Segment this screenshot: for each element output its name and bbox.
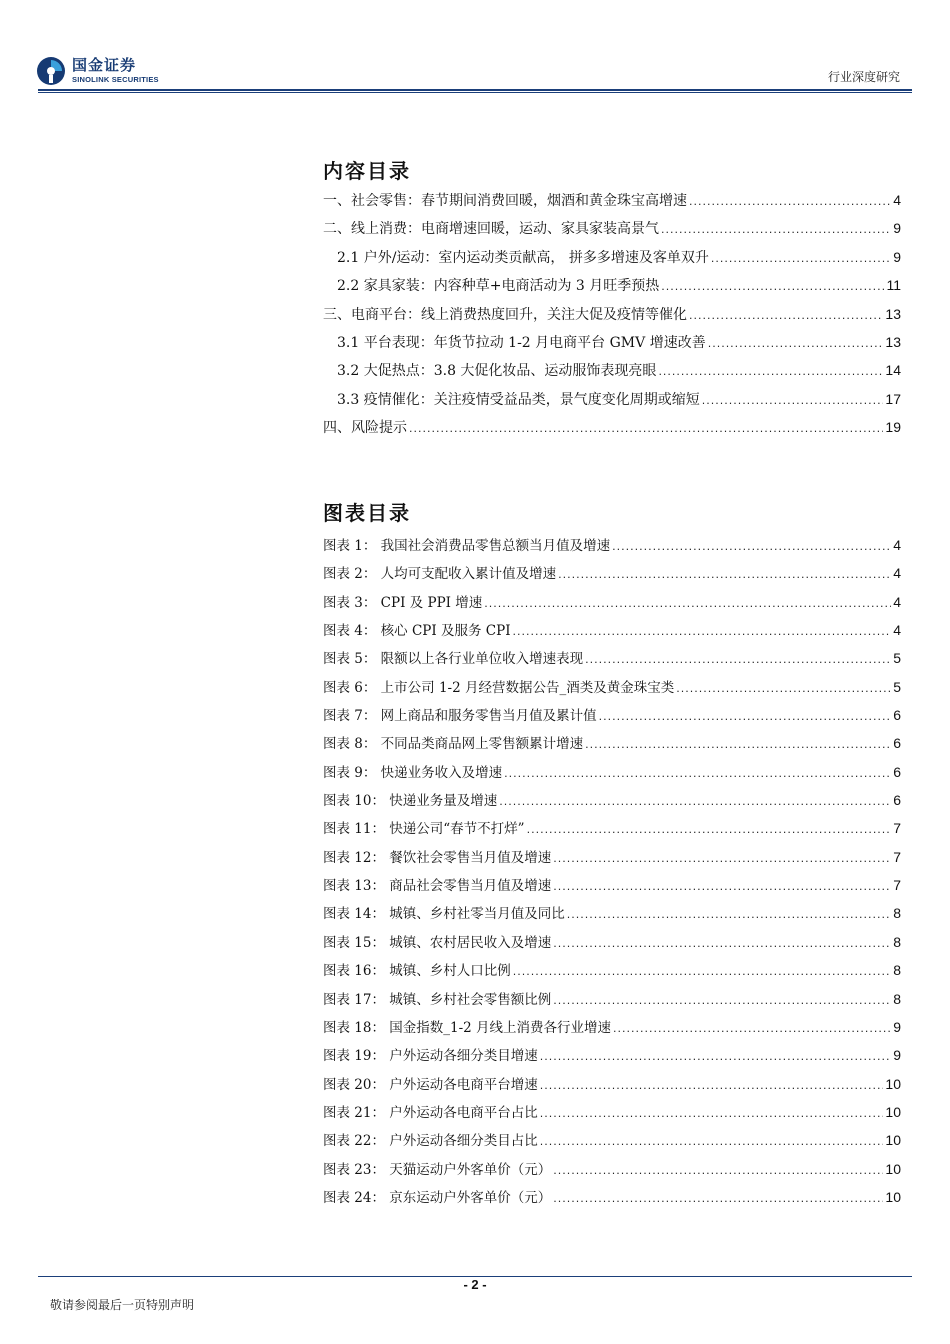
figure-entry[interactable] (323, 1016, 901, 1044)
figure-entry[interactable] (323, 874, 901, 902)
toc-entry-label: 四、风险提示 (323, 420, 407, 437)
dot-leader (540, 1135, 884, 1148)
figure-entry-label: 图表 22： 户外运动各细分类目占比 (323, 1133, 538, 1150)
dot-leader (484, 597, 891, 610)
figure-entry[interactable] (323, 647, 901, 675)
figure-entry-label: 图表 15： 城镇、农村居民收入及增速 (323, 934, 552, 951)
figure-entry-page: 8 (893, 933, 901, 950)
figure-entry[interactable] (323, 1129, 901, 1157)
figure-entry-page: 7 (893, 877, 901, 894)
figure-entry-label: 图表 6： 上市公司 1-2 月经营数据公告_酒类及黄金珠宝类 (323, 679, 675, 696)
dot-leader (540, 1050, 891, 1063)
dot-leader (689, 309, 883, 322)
figure-index (323, 534, 901, 1214)
figure-entry[interactable] (323, 591, 901, 619)
figure-entry-page: 10 (885, 1132, 901, 1149)
figure-entry-page: 5 (893, 650, 901, 667)
figure-entry-page: 6 (893, 792, 901, 809)
dot-leader (553, 1164, 883, 1177)
figure-entry-page: 10 (885, 1160, 901, 1177)
figure-entry[interactable] (323, 619, 901, 647)
dot-leader (612, 540, 891, 553)
figure-entry-label: 图表 19： 户外运动各细分类目增速 (323, 1048, 538, 1065)
figure-entry-label: 图表 11： 快递公司“春节不打烊” (323, 821, 525, 838)
toc-entry-page: 14 (885, 362, 901, 379)
toc-entry-page: 17 (885, 390, 901, 407)
toc-entry[interactable] (323, 389, 901, 417)
dot-leader (585, 738, 891, 751)
dot-leader (658, 365, 883, 378)
figure-entry[interactable] (323, 1044, 901, 1072)
figure-entry-page: 4 (893, 537, 901, 553)
contents-title: 内容目录 (323, 159, 411, 183)
figures-title: 图表目录 (323, 501, 411, 525)
figure-entry[interactable] (323, 846, 901, 874)
figure-entry[interactable] (323, 1073, 901, 1101)
dot-leader (702, 394, 884, 407)
toc-entry[interactable] (323, 332, 901, 360)
figure-entry-page: 5 (893, 678, 901, 695)
toc-entry[interactable] (323, 275, 901, 303)
figure-entry[interactable] (323, 988, 901, 1016)
dot-leader (553, 1192, 883, 1205)
figure-entry-label: 图表 21： 户外运动各电商平台占比 (323, 1104, 538, 1121)
figure-entry[interactable] (323, 931, 901, 959)
figure-entry-label: 图表 24： 京东运动户外客单价（元） (323, 1189, 552, 1206)
dot-leader (708, 337, 884, 350)
dot-leader (558, 568, 891, 581)
figure-entry-label: 图表 23： 天猫运动户外客单价（元） (323, 1161, 552, 1178)
figure-entry-page: 7 (893, 820, 901, 837)
toc-entry[interactable] (323, 190, 901, 218)
logo-chinese-name: 国金证券 (72, 56, 137, 75)
figure-entry-page: 6 (893, 763, 901, 780)
toc-entry-page: 4 (893, 192, 901, 208)
toc-entry[interactable] (323, 304, 901, 332)
figure-entry-label: 图表 17： 城镇、乡村社会零售额比例 (323, 991, 552, 1008)
toc-entry-page: 9 (893, 248, 901, 265)
figure-entry[interactable] (323, 959, 901, 987)
figure-entry-label: 图表 8： 不同品类商品网上零售额累计增速 (323, 736, 584, 753)
dot-leader (689, 195, 891, 208)
figure-entry-page: 10 (885, 1188, 901, 1205)
page-header (0, 0, 950, 100)
sinolink-logo-icon (36, 56, 66, 86)
figure-entry-page: 4 (893, 622, 901, 639)
dot-leader (553, 852, 891, 865)
figure-entry[interactable] (323, 704, 901, 732)
figure-entry-page: 8 (893, 962, 901, 979)
dot-leader (540, 1107, 884, 1120)
figure-entry-label: 图表 20： 户外运动各电商平台增速 (323, 1076, 538, 1093)
figure-entry-label: 图表 12： 餐饮社会零售当月值及增速 (323, 849, 552, 866)
figure-entry[interactable] (323, 732, 901, 760)
figure-entry-label: 图表 3： CPI 及 PPI 增速 (323, 594, 483, 611)
figure-entry[interactable] (323, 817, 901, 845)
figure-entry-label: 图表 2： 人均可支配收入累计值及增速 (323, 566, 557, 583)
figure-entry[interactable] (323, 1158, 901, 1186)
figure-entry[interactable] (323, 562, 901, 590)
toc-entry-page: 11 (886, 277, 901, 294)
report-type-label: 行业深度研究 (827, 70, 900, 84)
dot-leader (599, 710, 892, 723)
figure-entry-page: 4 (893, 565, 901, 582)
dot-leader (527, 823, 892, 836)
figure-entry-label: 图表 16： 城镇、乡村人口比例 (323, 963, 511, 980)
figure-entry-page: 8 (893, 990, 901, 1007)
figure-entry[interactable] (323, 1101, 901, 1129)
dot-leader (567, 908, 891, 921)
dot-leader (540, 1079, 884, 1092)
toc-entry[interactable] (323, 218, 901, 246)
figure-entry[interactable] (323, 789, 901, 817)
figure-entry[interactable] (323, 534, 901, 562)
figure-entry-label: 图表 5： 限额以上各行业单位收入增速表现 (323, 651, 584, 668)
dot-leader (513, 965, 891, 978)
figure-entry-page: 9 (893, 1047, 901, 1064)
toc-entry-label: 三、电商平台：线上消费热度回升，关注大促及疫情等催化 (323, 306, 687, 323)
company-logo (36, 54, 159, 88)
figure-entry-label: 图表 10： 快递业务量及增速 (323, 793, 498, 810)
dot-leader (613, 1022, 891, 1035)
toc-entry-page: 9 (893, 220, 901, 237)
dot-leader (711, 252, 891, 265)
dot-leader (553, 880, 891, 893)
figure-entry-label: 图表 1： 我国社会消费品零售总额当月值及增速 (323, 538, 611, 554)
table-of-contents (323, 190, 901, 446)
dot-leader (676, 682, 891, 695)
toc-entry-label: 2.1 户外/运动：室内运动类贡献高， 拼多多增速及客单双升 (337, 249, 709, 266)
dot-leader (513, 625, 892, 638)
figure-entry-page: 9 (893, 1018, 901, 1035)
toc-entry-label: 3.3 疫情催化：关注疫情受益品类，景气度变化周期或缩短 (337, 391, 700, 408)
toc-entry-label: 3.2 大促热点：3.8 大促化妆品、运动服饰表现亮眼 (337, 363, 657, 380)
dot-leader (553, 937, 891, 950)
figure-entry-label: 图表 14： 城镇、乡村社零当月值及同比 (323, 906, 565, 923)
toc-entry-page: 13 (885, 333, 901, 350)
figure-entry-page: 6 (893, 735, 901, 752)
page-number: - 2 - (463, 1277, 487, 1292)
dot-leader (499, 795, 891, 808)
dot-leader (409, 422, 883, 435)
figure-entry[interactable] (323, 676, 901, 704)
dot-leader (661, 280, 884, 293)
figure-entry-page: 8 (893, 905, 901, 922)
figure-entry-page: 7 (893, 848, 901, 865)
figure-entry[interactable] (323, 1186, 901, 1214)
toc-entry[interactable] (323, 360, 901, 388)
figure-entry[interactable] (323, 761, 901, 789)
header-divider (38, 89, 912, 91)
figure-entry-page: 4 (893, 593, 901, 610)
dot-leader (504, 767, 891, 780)
toc-entry[interactable] (323, 247, 901, 275)
figure-entry-label: 图表 9： 快递业务收入及增速 (323, 764, 503, 781)
toc-entry-label: 2.2 家具家装：内容种草+电商活动为 3 月旺季预热 (337, 278, 660, 295)
figure-entry-page: 10 (885, 1103, 901, 1120)
figure-entry-label: 图表 18： 国金指数_1-2 月线上消费各行业增速 (323, 1019, 612, 1036)
figure-entry-page: 10 (885, 1075, 901, 1092)
toc-entry-label: 二、线上消费：电商增速回暖，运动、家具家装高景气 (323, 221, 659, 238)
figure-entry-label: 图表 4： 核心 CPI 及服务 CPI (323, 623, 511, 640)
disclaimer-note: 敬请参阅最后一页特别声明 (50, 1298, 195, 1312)
figure-entry-page: 6 (893, 707, 901, 724)
dot-leader (553, 994, 891, 1007)
figure-entry-label: 图表 7： 网上商品和服务零售当月值及累计值 (323, 708, 597, 725)
toc-entry-label: 3.1 平台表现：年货节拉动 1-2 月电商平台 GMV 增速改善 (337, 334, 706, 351)
toc-entry-page: 19 (885, 419, 901, 436)
header-divider-thin (38, 92, 912, 93)
figure-entry-label: 图表 13： 商品社会零售当月值及增速 (323, 878, 552, 895)
toc-entry-page: 13 (885, 305, 901, 322)
figure-entry[interactable] (323, 902, 901, 930)
logo-english-name: SINOLINK SECURITIES (72, 75, 159, 85)
toc-entry-label: 一、社会零售：春节期间消费回暖，烟酒和黄金珠宝高增速 (323, 193, 687, 209)
toc-entry[interactable] (323, 417, 901, 445)
dot-leader (661, 223, 891, 236)
dot-leader (585, 653, 891, 666)
